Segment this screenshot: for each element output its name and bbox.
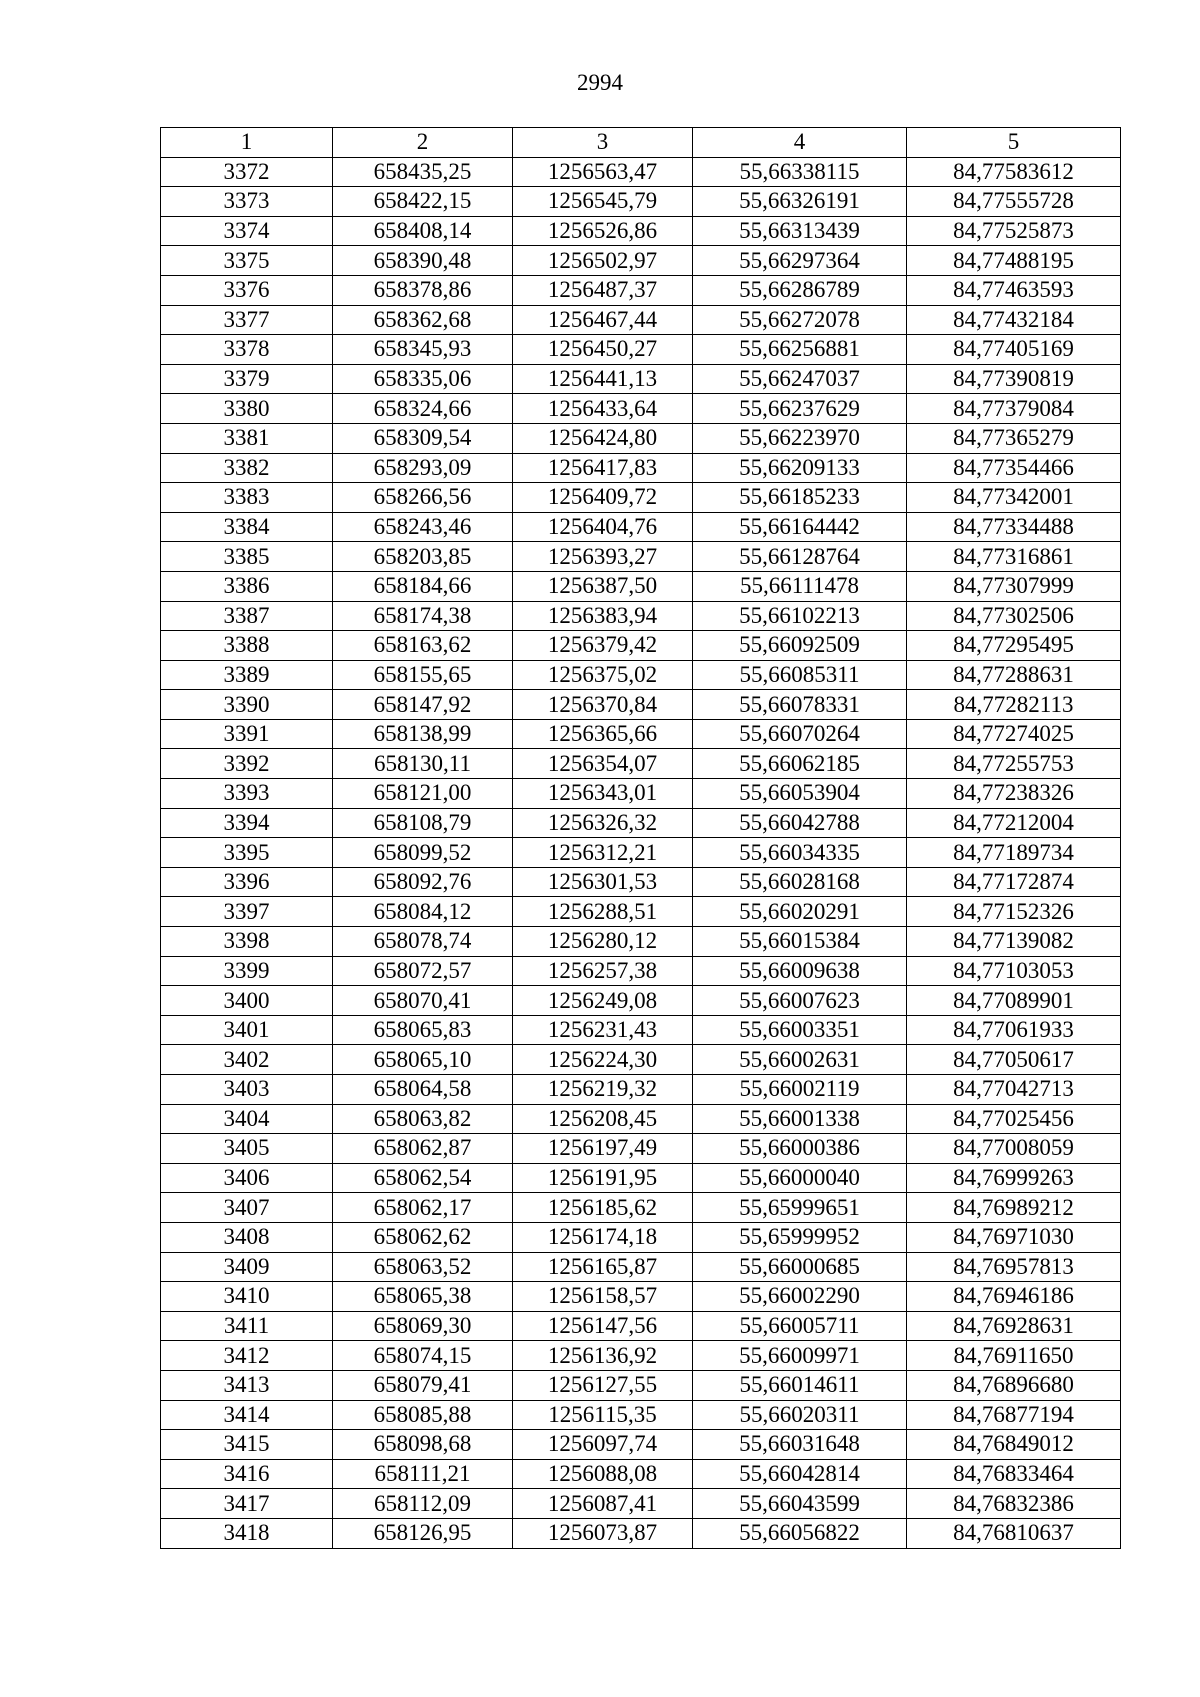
latitude-cell: 55,65999651 [693,1193,907,1223]
table-row [161,1489,1121,1519]
y-coordinate-cell: 1256219,32 [513,1075,693,1105]
x-coordinate-cell: 658378,86 [333,275,513,305]
x-coordinate-cell: 658362,68 [333,305,513,335]
table-row [161,423,1121,453]
x-coordinate-cell: 658079,41 [333,1370,513,1400]
point-number-cell: 3407 [161,1193,333,1223]
table-row [161,1045,1121,1075]
y-coordinate-cell: 1256301,53 [513,867,693,897]
latitude-cell: 55,66020311 [693,1400,907,1430]
x-coordinate-cell: 658069,30 [333,1311,513,1341]
point-number-cell: 3418 [161,1518,333,1548]
longitude-cell: 84,77288631 [907,660,1121,690]
x-coordinate-cell: 658078,74 [333,927,513,957]
table-row [161,542,1121,572]
point-number-cell: 3412 [161,1341,333,1371]
latitude-cell: 55,66053904 [693,779,907,809]
table-row [161,335,1121,365]
x-coordinate-cell: 658099,52 [333,838,513,868]
longitude-cell: 84,76877194 [907,1400,1121,1430]
table-row [161,1075,1121,1105]
y-coordinate-cell: 1256343,01 [513,779,693,809]
y-coordinate-cell: 1256467,44 [513,305,693,335]
latitude-cell: 55,65999952 [693,1222,907,1252]
latitude-cell: 55,66297364 [693,246,907,276]
point-number-cell: 3372 [161,157,333,187]
y-coordinate-cell: 1256379,42 [513,631,693,661]
point-number-cell: 3380 [161,394,333,424]
y-coordinate-cell: 1256375,02 [513,660,693,690]
point-number-cell: 3378 [161,335,333,365]
latitude-cell: 55,66001338 [693,1104,907,1134]
table-row [161,1252,1121,1282]
x-coordinate-cell: 658126,95 [333,1518,513,1548]
longitude-cell: 84,77025456 [907,1104,1121,1134]
longitude-cell: 84,77089901 [907,986,1121,1016]
point-number-cell: 3397 [161,897,333,927]
y-coordinate-cell: 1256487,37 [513,275,693,305]
x-coordinate-cell: 658293,09 [333,453,513,483]
column-header-3: 3 [513,128,693,158]
latitude-cell: 55,66164442 [693,512,907,542]
longitude-cell: 84,77050617 [907,1045,1121,1075]
table-row [161,690,1121,720]
latitude-cell: 55,66286789 [693,275,907,305]
longitude-cell: 84,77390819 [907,364,1121,394]
x-coordinate-cell: 658062,62 [333,1222,513,1252]
point-number-cell: 3383 [161,483,333,513]
longitude-cell: 84,77432184 [907,305,1121,335]
longitude-cell: 84,77405169 [907,335,1121,365]
table-row [161,1193,1121,1223]
y-coordinate-cell: 1256354,07 [513,749,693,779]
point-number-cell: 3411 [161,1311,333,1341]
longitude-cell: 84,77354466 [907,453,1121,483]
point-number-cell: 3416 [161,1459,333,1489]
point-number-cell: 3384 [161,512,333,542]
longitude-cell: 84,77103053 [907,956,1121,986]
table-row [161,157,1121,187]
x-coordinate-cell: 658085,88 [333,1400,513,1430]
x-coordinate-cell: 658390,48 [333,246,513,276]
point-number-cell: 3404 [161,1104,333,1134]
latitude-cell: 55,66042814 [693,1459,907,1489]
table-row [161,571,1121,601]
latitude-cell: 55,66062185 [693,749,907,779]
latitude-cell: 55,66092509 [693,631,907,661]
y-coordinate-cell: 1256326,32 [513,808,693,838]
x-coordinate-cell: 658174,38 [333,601,513,631]
y-coordinate-cell: 1256441,13 [513,364,693,394]
longitude-cell: 84,76896680 [907,1370,1121,1400]
point-number-cell: 3388 [161,631,333,661]
table-body [161,157,1121,1548]
x-coordinate-cell: 658184,66 [333,571,513,601]
latitude-cell: 55,66256881 [693,335,907,365]
longitude-cell: 84,77295495 [907,631,1121,661]
y-coordinate-cell: 1256370,84 [513,690,693,720]
x-coordinate-cell: 658155,65 [333,660,513,690]
latitude-cell: 55,66007623 [693,986,907,1016]
x-coordinate-cell: 658243,46 [333,512,513,542]
point-number-cell: 3405 [161,1134,333,1164]
table-row [161,1400,1121,1430]
table-row [161,1341,1121,1371]
y-coordinate-cell: 1256115,35 [513,1400,693,1430]
table-row [161,897,1121,927]
longitude-cell: 84,77152326 [907,897,1121,927]
y-coordinate-cell: 1256563,47 [513,157,693,187]
table-row [161,275,1121,305]
page-number: 2994 [577,70,623,95]
table-row [161,1518,1121,1548]
table-row [161,1104,1121,1134]
longitude-cell: 84,76989212 [907,1193,1121,1223]
longitude-cell: 84,77255753 [907,749,1121,779]
y-coordinate-cell: 1256417,83 [513,453,693,483]
table-row [161,187,1121,217]
x-coordinate-cell: 658111,21 [333,1459,513,1489]
point-number-cell: 3406 [161,1163,333,1193]
point-number-cell: 3389 [161,660,333,690]
table-row [161,1311,1121,1341]
x-coordinate-cell: 658063,82 [333,1104,513,1134]
x-coordinate-cell: 658309,54 [333,423,513,453]
y-coordinate-cell: 1256127,55 [513,1370,693,1400]
x-coordinate-cell: 658345,93 [333,335,513,365]
x-coordinate-cell: 658147,92 [333,690,513,720]
table-row [161,749,1121,779]
latitude-cell: 55,66020291 [693,897,907,927]
table-row [161,1370,1121,1400]
point-number-cell: 3373 [161,187,333,217]
longitude-cell: 84,77334488 [907,512,1121,542]
longitude-cell: 84,76832386 [907,1489,1121,1519]
x-coordinate-cell: 658072,57 [333,956,513,986]
latitude-cell: 55,66272078 [693,305,907,335]
point-number-cell: 3393 [161,779,333,809]
latitude-cell: 55,66247037 [693,364,907,394]
x-coordinate-cell: 658130,11 [333,749,513,779]
longitude-cell: 84,77463593 [907,275,1121,305]
point-number-cell: 3385 [161,542,333,572]
y-coordinate-cell: 1256365,66 [513,719,693,749]
latitude-cell: 55,66185233 [693,483,907,513]
x-coordinate-cell: 658266,56 [333,483,513,513]
y-coordinate-cell: 1256280,12 [513,927,693,957]
point-number-cell: 3409 [161,1252,333,1282]
longitude-cell: 84,76911650 [907,1341,1121,1371]
column-header-5: 5 [907,128,1121,158]
point-number-cell: 3408 [161,1222,333,1252]
y-coordinate-cell: 1256185,62 [513,1193,693,1223]
y-coordinate-cell: 1256165,87 [513,1252,693,1282]
point-number-cell: 3401 [161,1015,333,1045]
longitude-cell: 84,77238326 [907,779,1121,809]
x-coordinate-cell: 658084,12 [333,897,513,927]
latitude-cell: 55,66102213 [693,601,907,631]
latitude-cell: 55,66042788 [693,808,907,838]
latitude-cell: 55,66326191 [693,187,907,217]
point-number-cell: 3379 [161,364,333,394]
x-coordinate-cell: 658108,79 [333,808,513,838]
point-number-cell: 3402 [161,1045,333,1075]
y-coordinate-cell: 1256545,79 [513,187,693,217]
latitude-cell: 55,66015384 [693,927,907,957]
table-row [161,305,1121,335]
point-number-cell: 3386 [161,571,333,601]
y-coordinate-cell: 1256136,92 [513,1341,693,1371]
latitude-cell: 55,66223970 [693,423,907,453]
table-row [161,719,1121,749]
table-row [161,838,1121,868]
point-number-cell: 3376 [161,275,333,305]
x-coordinate-cell: 658070,41 [333,986,513,1016]
latitude-cell: 55,66009638 [693,956,907,986]
y-coordinate-cell: 1256409,72 [513,483,693,513]
y-coordinate-cell: 1256147,56 [513,1311,693,1341]
table-row [161,660,1121,690]
y-coordinate-cell: 1256197,49 [513,1134,693,1164]
table-row [161,453,1121,483]
table-row [161,631,1121,661]
x-coordinate-cell: 658203,85 [333,542,513,572]
y-coordinate-cell: 1256208,45 [513,1104,693,1134]
latitude-cell: 55,66002290 [693,1282,907,1312]
longitude-cell: 84,77365279 [907,423,1121,453]
x-coordinate-cell: 658435,25 [333,157,513,187]
x-coordinate-cell: 658074,15 [333,1341,513,1371]
x-coordinate-cell: 658062,87 [333,1134,513,1164]
table-row [161,1282,1121,1312]
table-row [161,1134,1121,1164]
latitude-cell: 55,66209133 [693,453,907,483]
longitude-cell: 84,77139082 [907,927,1121,957]
y-coordinate-cell: 1256383,94 [513,601,693,631]
point-number-cell: 3415 [161,1430,333,1460]
y-coordinate-cell: 1256231,43 [513,1015,693,1045]
point-number-cell: 3391 [161,719,333,749]
table-row [161,364,1121,394]
latitude-cell: 55,66085311 [693,660,907,690]
y-coordinate-cell: 1256424,80 [513,423,693,453]
table-row [161,927,1121,957]
x-coordinate-cell: 658065,10 [333,1045,513,1075]
x-coordinate-cell: 658062,17 [333,1193,513,1223]
latitude-cell: 55,66000040 [693,1163,907,1193]
latitude-cell: 55,66031648 [693,1430,907,1460]
table-row [161,216,1121,246]
latitude-cell: 55,66014611 [693,1370,907,1400]
y-coordinate-cell: 1256257,38 [513,956,693,986]
x-coordinate-cell: 658064,58 [333,1075,513,1105]
point-number-cell: 3377 [161,305,333,335]
latitude-cell: 55,66078331 [693,690,907,720]
y-coordinate-cell: 1256073,87 [513,1518,693,1548]
y-coordinate-cell: 1256088,08 [513,1459,693,1489]
point-number-cell: 3382 [161,453,333,483]
longitude-cell: 84,76849012 [907,1430,1121,1460]
point-number-cell: 3413 [161,1370,333,1400]
latitude-cell: 55,66002119 [693,1075,907,1105]
y-coordinate-cell: 1256224,30 [513,1045,693,1075]
longitude-cell: 84,76999263 [907,1163,1121,1193]
longitude-cell: 84,76810637 [907,1518,1121,1548]
x-coordinate-cell: 658335,06 [333,364,513,394]
point-number-cell: 3387 [161,601,333,631]
latitude-cell: 55,66070264 [693,719,907,749]
longitude-cell: 84,76946186 [907,1282,1121,1312]
longitude-cell: 84,77282113 [907,690,1121,720]
y-coordinate-cell: 1256526,86 [513,216,693,246]
column-header-1: 1 [161,128,333,158]
point-number-cell: 3403 [161,1075,333,1105]
latitude-cell: 55,66313439 [693,216,907,246]
latitude-cell: 55,66043599 [693,1489,907,1519]
y-coordinate-cell: 1256249,08 [513,986,693,1016]
longitude-cell: 84,76833464 [907,1459,1121,1489]
x-coordinate-cell: 658121,00 [333,779,513,809]
y-coordinate-cell: 1256087,41 [513,1489,693,1519]
column-header-2: 2 [333,128,513,158]
table-row [161,1430,1121,1460]
longitude-cell: 84,77307999 [907,571,1121,601]
longitude-cell: 84,77583612 [907,157,1121,187]
longitude-cell: 84,77042713 [907,1075,1121,1105]
x-coordinate-cell: 658422,15 [333,187,513,217]
column-header-4: 4 [693,128,907,158]
point-number-cell: 3399 [161,956,333,986]
latitude-cell: 55,66034335 [693,838,907,868]
y-coordinate-cell: 1256191,95 [513,1163,693,1193]
latitude-cell: 55,66002631 [693,1045,907,1075]
longitude-cell: 84,77008059 [907,1134,1121,1164]
longitude-cell: 84,77189734 [907,838,1121,868]
y-coordinate-cell: 1256393,27 [513,542,693,572]
y-coordinate-cell: 1256158,57 [513,1282,693,1312]
latitude-cell: 55,66028168 [693,867,907,897]
x-coordinate-cell: 658408,14 [333,216,513,246]
x-coordinate-cell: 658324,66 [333,394,513,424]
longitude-cell: 84,76928631 [907,1311,1121,1341]
x-coordinate-cell: 658092,76 [333,867,513,897]
longitude-cell: 84,76971030 [907,1222,1121,1252]
longitude-cell: 84,76957813 [907,1252,1121,1282]
longitude-cell: 84,77342001 [907,483,1121,513]
point-number-cell: 3396 [161,867,333,897]
y-coordinate-cell: 1256387,50 [513,571,693,601]
latitude-cell: 55,66338115 [693,157,907,187]
table-row [161,394,1121,424]
table-row [161,779,1121,809]
longitude-cell: 84,77316861 [907,542,1121,572]
latitude-cell: 55,66111478 [693,571,907,601]
longitude-cell: 84,77302506 [907,601,1121,631]
x-coordinate-cell: 658063,52 [333,1252,513,1282]
table-row [161,1222,1121,1252]
point-number-cell: 3417 [161,1489,333,1519]
y-coordinate-cell: 1256450,27 [513,335,693,365]
y-coordinate-cell: 1256433,64 [513,394,693,424]
latitude-cell: 55,66003351 [693,1015,907,1045]
longitude-cell: 84,77172874 [907,867,1121,897]
table-row [161,246,1121,276]
point-number-cell: 3395 [161,838,333,868]
coordinates-table [160,127,1121,1549]
y-coordinate-cell: 1256097,74 [513,1430,693,1460]
x-coordinate-cell: 658112,09 [333,1489,513,1519]
table-row [161,808,1121,838]
x-coordinate-cell: 658065,38 [333,1282,513,1312]
latitude-cell: 55,66056822 [693,1518,907,1548]
point-number-cell: 3398 [161,927,333,957]
y-coordinate-cell: 1256174,18 [513,1222,693,1252]
point-number-cell: 3375 [161,246,333,276]
latitude-cell: 55,66005711 [693,1311,907,1341]
point-number-cell: 3400 [161,986,333,1016]
longitude-cell: 84,77061933 [907,1015,1121,1045]
table-header-row [161,128,1121,158]
latitude-cell: 55,66009971 [693,1341,907,1371]
table-row [161,986,1121,1016]
x-coordinate-cell: 658098,68 [333,1430,513,1460]
point-number-cell: 3381 [161,423,333,453]
table-row [161,1015,1121,1045]
y-coordinate-cell: 1256502,97 [513,246,693,276]
table-row [161,1163,1121,1193]
y-coordinate-cell: 1256288,51 [513,897,693,927]
table-row [161,483,1121,513]
x-coordinate-cell: 658163,62 [333,631,513,661]
longitude-cell: 84,77212004 [907,808,1121,838]
latitude-cell: 55,66237629 [693,394,907,424]
table-row [161,601,1121,631]
point-number-cell: 3392 [161,749,333,779]
point-number-cell: 3410 [161,1282,333,1312]
point-number-cell: 3394 [161,808,333,838]
x-coordinate-cell: 658062,54 [333,1163,513,1193]
table-row [161,867,1121,897]
y-coordinate-cell: 1256312,21 [513,838,693,868]
longitude-cell: 84,77555728 [907,187,1121,217]
table-row [161,956,1121,986]
x-coordinate-cell: 658065,83 [333,1015,513,1045]
longitude-cell: 84,77488195 [907,246,1121,276]
point-number-cell: 3374 [161,216,333,246]
table-row [161,512,1121,542]
longitude-cell: 84,77274025 [907,719,1121,749]
latitude-cell: 55,66000386 [693,1134,907,1164]
longitude-cell: 84,77379084 [907,394,1121,424]
point-number-cell: 3414 [161,1400,333,1430]
point-number-cell: 3390 [161,690,333,720]
latitude-cell: 55,66000685 [693,1252,907,1282]
longitude-cell: 84,77525873 [907,216,1121,246]
y-coordinate-cell: 1256404,76 [513,512,693,542]
latitude-cell: 55,66128764 [693,542,907,572]
x-coordinate-cell: 658138,99 [333,719,513,749]
table-row [161,1459,1121,1489]
